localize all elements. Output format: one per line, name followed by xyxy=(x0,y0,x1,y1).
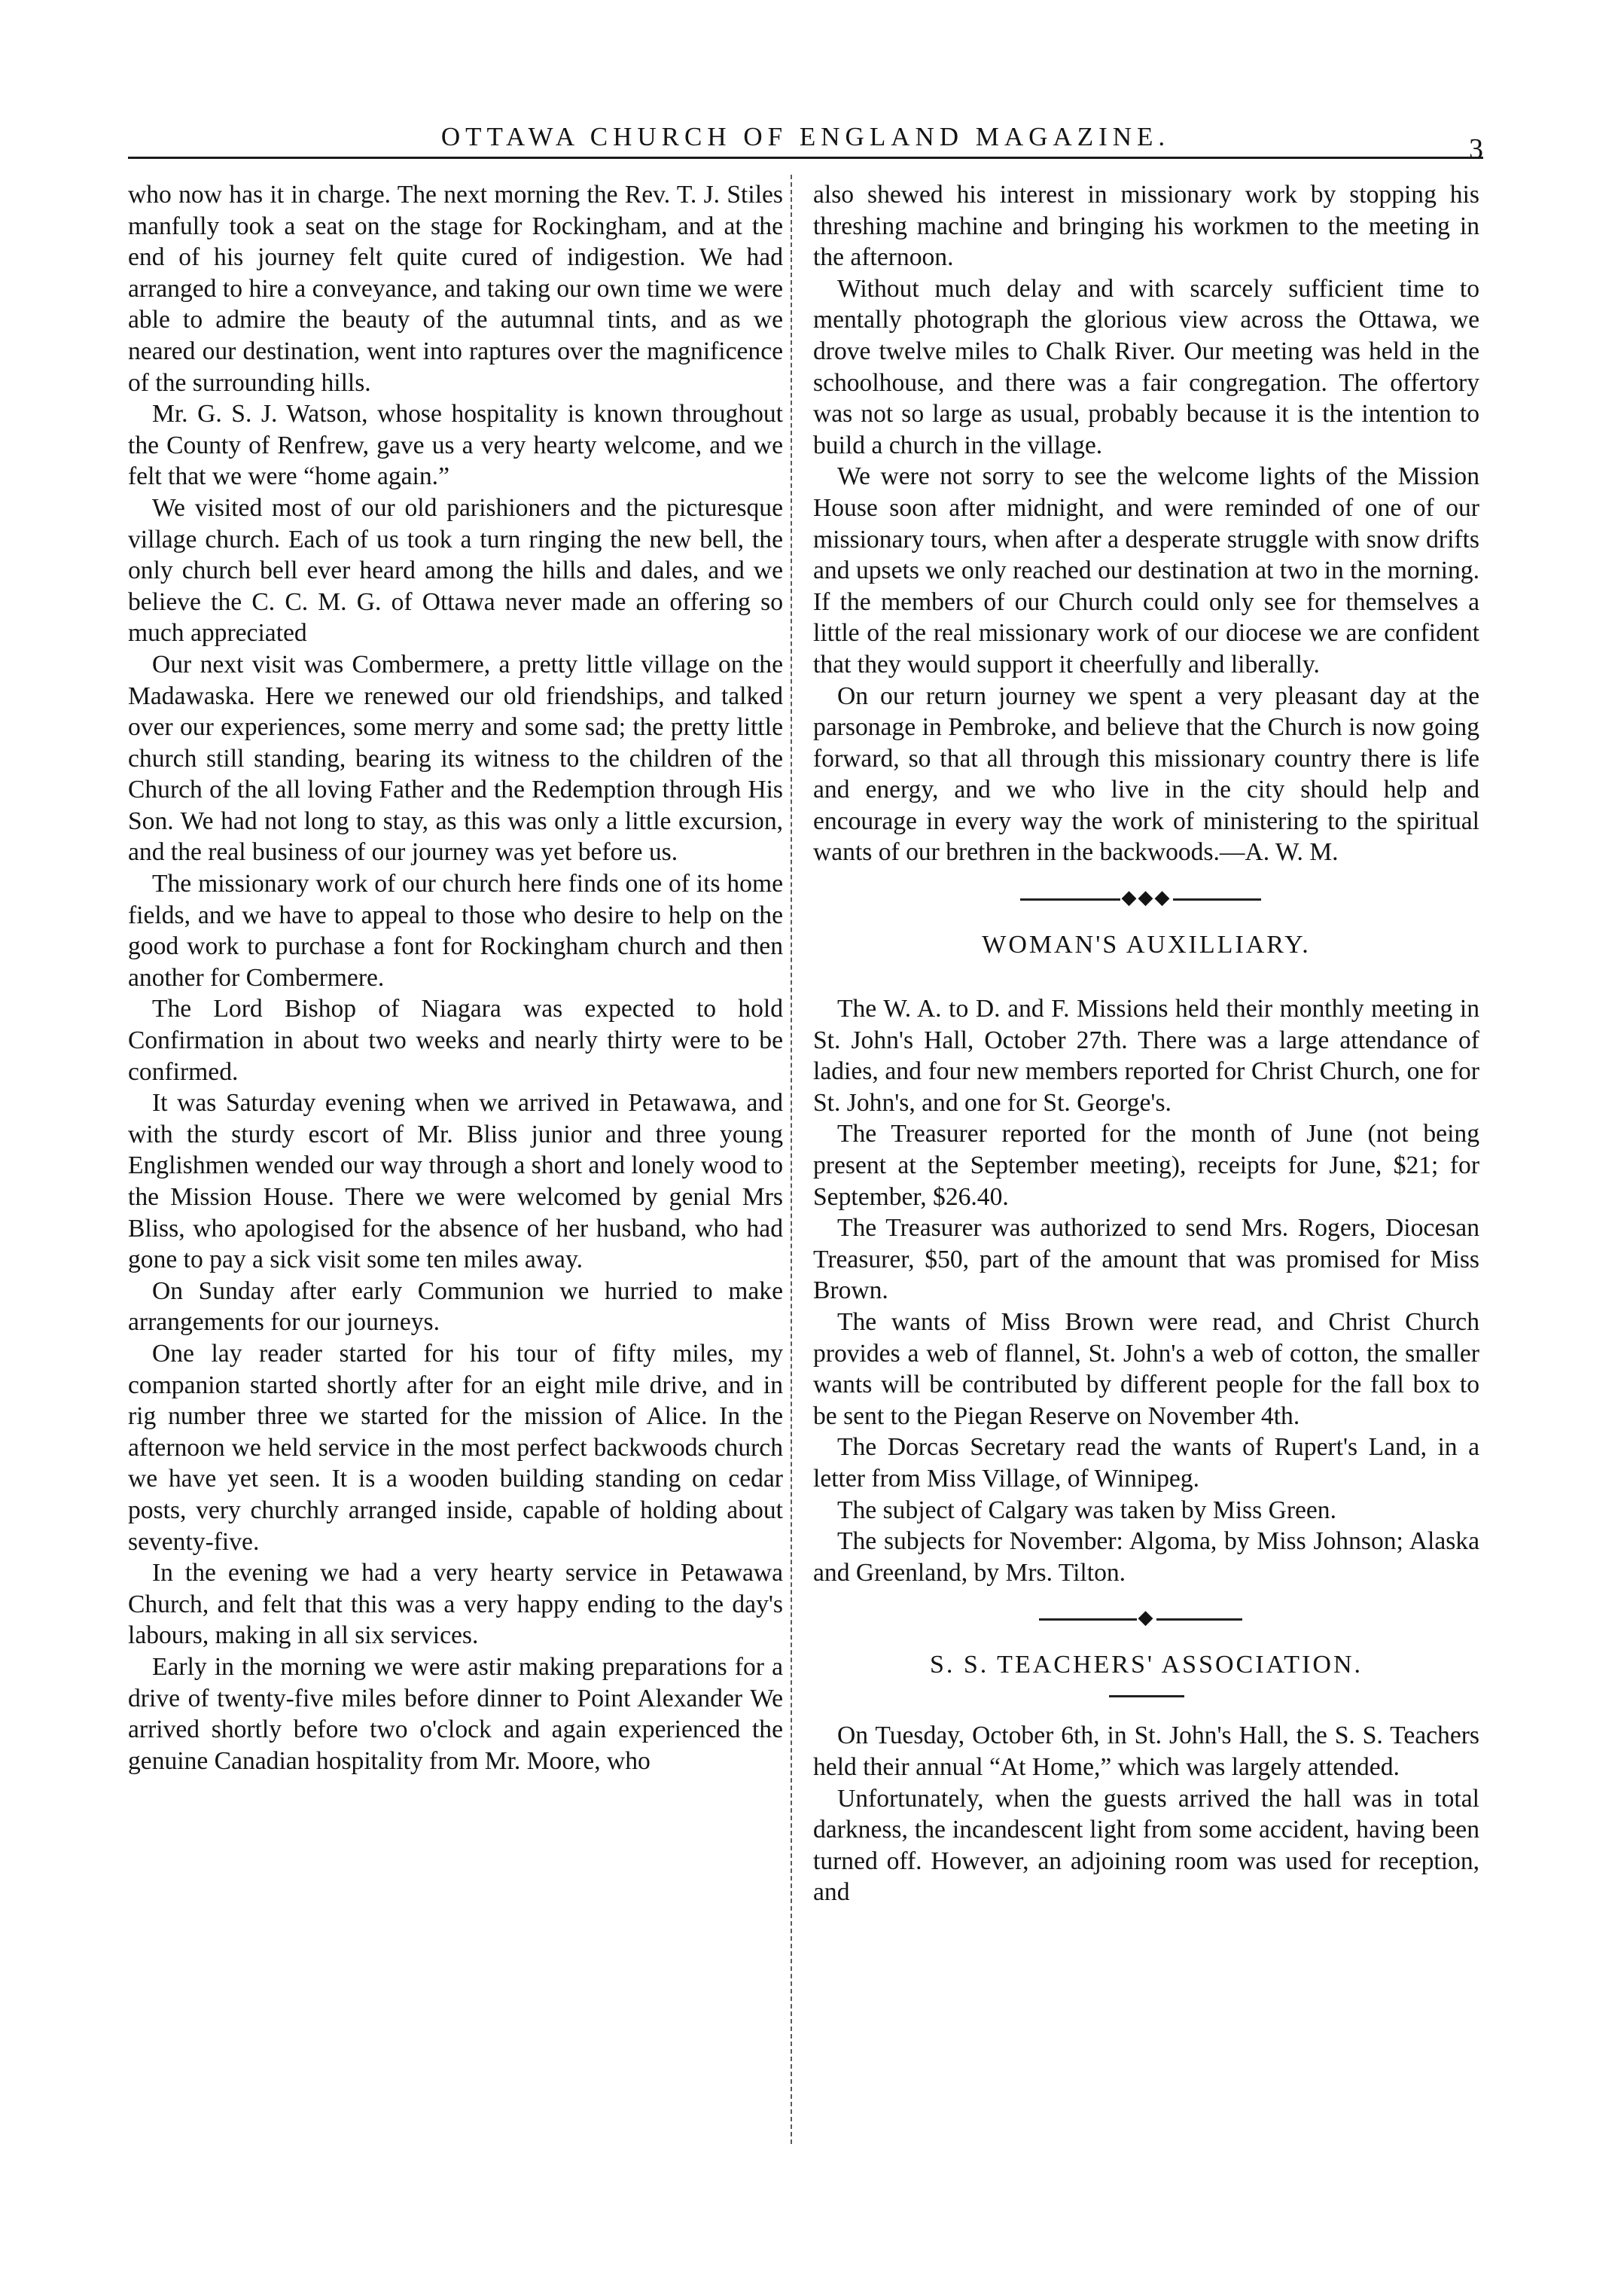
left-column xyxy=(128,179,783,1776)
paragraph: who now has it in charge. The next morning the Rev. T. J. Stiles manfully took a seat on the stage for Rockingham, and at the end of his journey felt quite cured of indigestion. We had arranged to hire a conveyance, and taking our own time we were able to admire the beauty of the autumnal tints, and as we neared our destination, went into raptures over the magnificence of the surrounding hills. xyxy=(128,181,783,397)
column-divider xyxy=(791,175,792,2144)
paragraph: One lay reader started for his tour of fifty miles, my companion started shortly after for an eight mile drive, and in rig number three we started for the mission of Alice. In the afternoon we held service in the most perfect backwoods church we have yet seen. It is a wooden building standing on cedar posts, very churchly arranged inside, capable of holding about seventy-five. xyxy=(128,1339,783,1556)
paragraph: The Dorcas Secretary read the wants of Rupert's Land, in a letter from Miss Village, of Winnipeg. xyxy=(813,1433,1479,1493)
paragraph: Unfortunately, when the guests arrived the hall was in total darkness, the incandescent light from some accident, having been turned off. However, an adjoining room was used for reception, and xyxy=(813,1784,1479,1907)
section-ornament xyxy=(813,880,1479,919)
right-column xyxy=(813,179,1479,1908)
header-rule xyxy=(128,157,1483,159)
paragraph: The Lord Bishop of Niagara was expected to hold Confirmation in about two weeks and nearly thirty were to be confirmed. xyxy=(128,995,783,1086)
ornament-diamond: ◆ xyxy=(1137,1602,1156,1633)
paragraph: The subjects for November: Algoma, by Miss Johnson; Alaska and Greenland, by Mrs. Tilton. xyxy=(813,1527,1479,1587)
page-number: 3 xyxy=(1469,133,1483,165)
paragraph: Without much delay and with scarcely sufficient time to mentally photograph the glorious view across the Ottawa, we drove twelve miles to Chalk River. Our meeting was held in the schoolhouse, and there was a fair congregation. The offertory was not so large as usual, probably because it is the intention to build a church in the village. xyxy=(813,274,1479,459)
section-ornament xyxy=(813,1600,1479,1639)
paragraph: We were not sorry to see the welcome lights of the Mission House soon after midnight, and were reminded of one of our missionary tours, when after a desperate struggle with snow drifts and upsets we only reached our destination at two in the morning. If the members of our Church could only see for themselves a little of the real missionary work of our diocese we are confident that they would support it cheerfully and liberally. xyxy=(813,462,1479,679)
paragraph: The missionary work of our church here finds one of its home fields, and we have to appeal to those who desire to help on the good work to purchase a font for Rockingham church and then another for Combermere. xyxy=(128,870,783,992)
heading-underline xyxy=(1109,1695,1184,1697)
paragraph: In the evening we had a very hearty service in Petawawa Church, and felt that this was a very happy ending to the day's labours, making in all six services. xyxy=(128,1559,783,1650)
paragraph: The Treasurer was authorized to send Mrs. Rogers, Diocesan Treasurer, $50, part of the amount that was promised for Miss Brown. xyxy=(813,1214,1479,1305)
paragraph: Mr. G. S. J. Watson, whose hospitality is known throughout the County of Renfrew, gave us a very hearty welcome, and we felt that we were “home again.” xyxy=(128,400,783,491)
paragraph: The W. A. to D. and F. Missions held their monthly meeting in St. John's Hall, October 27th. There was a large attendance of ladies, and four new members reported for Christ Church, one for St. John's, and one for St. George's. xyxy=(813,995,1479,1117)
womans-auxiliary-heading: WOMAN'S AUXILLIARY. xyxy=(982,931,1311,959)
paragraph: Early in the morning we were astir making preparations for a drive of twenty-five miles before dinner to Point Alexander We arrived shortly before two o'clock and again experienced the genuine Canadian hospitality from Mr. Moore, who xyxy=(128,1652,783,1775)
masthead-title: OTTAWA CHURCH OF ENGLAND MAGAZINE. xyxy=(440,122,1171,151)
ornament-diamonds: ◆◆◆ xyxy=(1120,882,1173,913)
ss-teachers-heading: S. S. TEACHERS' ASSOCIATION. xyxy=(929,1651,1363,1679)
paragraph: also shewed his interest in missionary work by stopping his threshing machine and bringing his workmen to the meeting in the afternoon. xyxy=(813,181,1479,272)
paragraph: It was Saturday evening when we arrived in Petawawa, and with the sturdy escort of Mr. Bliss junior and three young Englishmen wended our way through a short and lonely wood to the Mission House. There we were welcomed by genial Mrs Bliss, who apologised for the absence of her husband, who had gone to pay a sick visit some ten miles away. xyxy=(128,1089,783,1274)
page-header xyxy=(128,113,1483,165)
paragraph: The wants of Miss Brown were read, and Christ Church provides a web of flannel, St. John's a web of cotton, the smaller wants will be contributed by different people for the fall box to be sent to the Piegan Reserve on November 4th. xyxy=(813,1308,1479,1430)
paragraph: Our next visit was Combermere, a pretty little village on the Madawaska. Here we renewed our old friendships, and talked over our experiences, some merry and some sad; the pretty little church still standing, bearing its witness to the children of the Church of the all loving Father and the Redemption through His Son. We had not long to stay, as this was only a little excursion, and the real business of our journey was yet before us. xyxy=(128,650,783,867)
paragraph: The Treasurer reported for the month of June (not being present at the September meeting), receipts for June, $21; for September, $26.40. xyxy=(813,1120,1479,1211)
paragraph: On our return journey we spent a very pleasant day at the parsonage in Pembroke, and believe that the Church is now going forward, so that all through this missionary country there is life and energy, and we who live in the city should help and encourage in every way the work of ministering to the spiritual wants of our brethren in the backwoods.—A. W. M. xyxy=(813,682,1479,867)
paragraph: We visited most of our old parishioners and the picturesque village church. Each of us took a turn ringing the new bell, the only church bell ever heard among the hills and dales, and we believe the C. C. M. G. of Ottawa never made an offering so much appreciated xyxy=(128,493,783,648)
paragraph: On Tuesday, October 6th, in St. John's Hall, the S. S. Teachers held their annual “At Home,” which was largely attended. xyxy=(813,1722,1479,1781)
paragraph: The subject of Calgary was taken by Miss Green. xyxy=(837,1496,1336,1524)
paragraph: On Sunday after early Communion we hurried to make arrangements for our journeys. xyxy=(128,1276,783,1337)
